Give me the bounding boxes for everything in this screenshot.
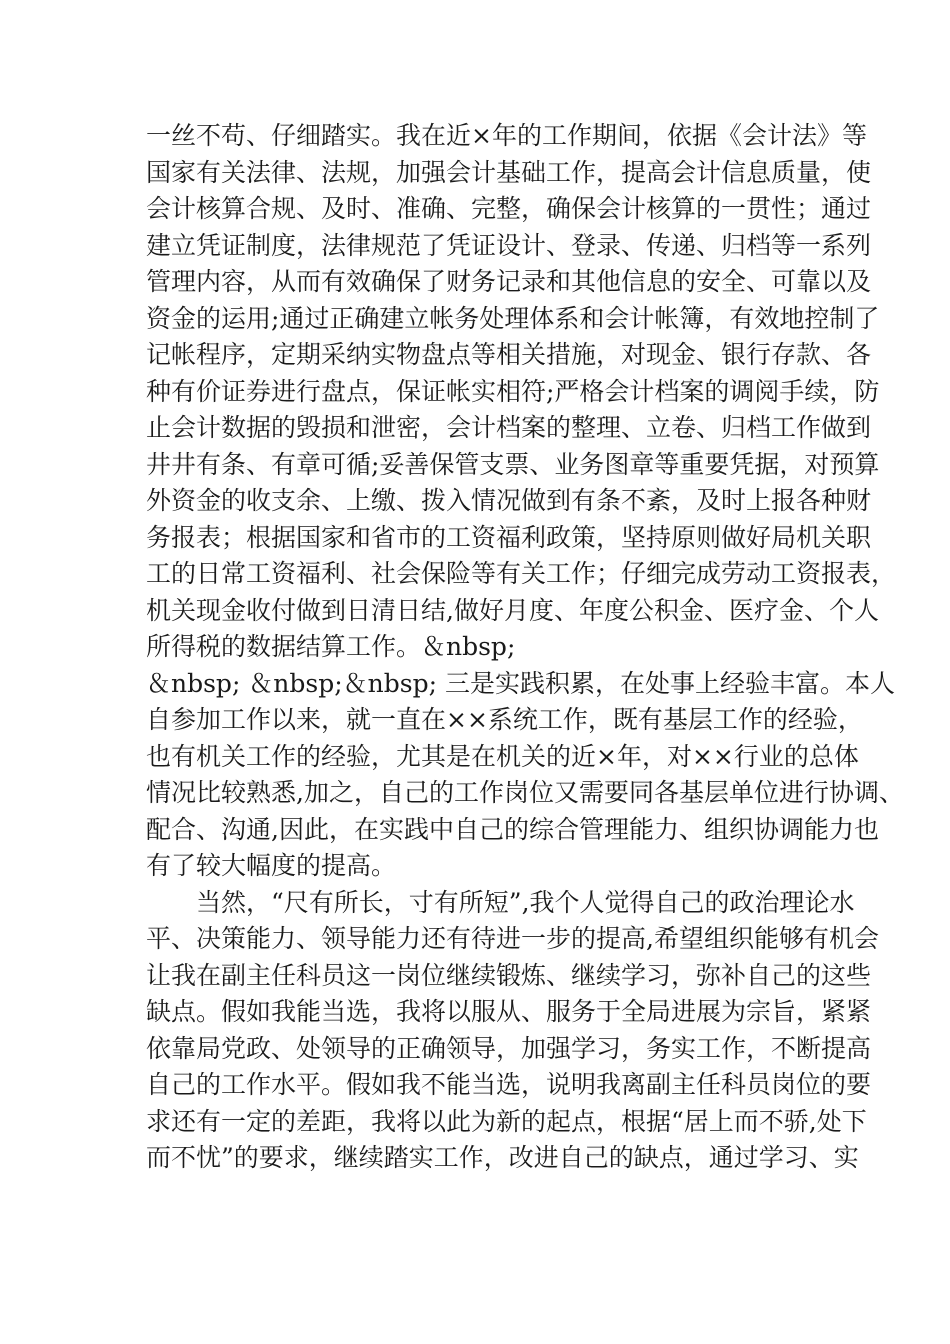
text-line: 机关现金收付做到日清日结,做好月度、年度公积金、医疗金、个人 [146, 595, 879, 625]
text-line: 会计核算合规、及时、准确、完整，确保会计核算的一贯性；通过 [146, 194, 872, 223]
text-line: 而不忧”的要求，继续踏实工作，改进自己的缺点，通过学习、实 [146, 1143, 859, 1172]
text-line: 记帐程序，定期采纳实物盘点等相关措施，对现金、银行存款、各 [146, 340, 872, 369]
text-line: 井井有条、有章可循;妥善保管支票、业务图章等重要凭据，对预算 [146, 449, 880, 479]
body-text [146, 118, 904, 1177]
text-line: 情况比较熟悉,加之，自己的工作岗位又需要同各基层单位进行协调、 [146, 778, 904, 807]
text-line: 一丝不苟、仔细踏实。我在近×年的工作期间，依据《会计法》等 [146, 121, 867, 150]
text-line: ＆nbsp; ＆nbsp;＆nbsp; 三是实践积累，在处事上经验丰富。本人 [146, 668, 895, 698]
text-line: 止会计数据的毁损和泄密，会计档案的整理、立卷、归档工作做到 [146, 413, 872, 442]
text-line: 国家有关法律、法规，加强会计基础工作，提高会计信息质量，使 [146, 157, 872, 187]
text-line: 建立凭证制度，法律规范了凭证设计、登录、传递、归档等一系列 [146, 230, 872, 260]
text-line: 种有价证券进行盘点，保证帐实相符;严格会计档案的调阅手续，防 [146, 376, 880, 406]
text-line: 自参加工作以来，就一直在××系统工作，既有基层工作的经验， [146, 705, 863, 734]
text-line: 所得税的数据结算工作。＆nbsp; [146, 632, 516, 661]
text-line: 务报表；根据国家和省市的工资福利政策，坚持原则做好局机关职 [146, 522, 872, 552]
text-line: 求还有一定的差距，我将以此为新的起点，根据“居上而不骄,处下 [146, 1106, 867, 1136]
text-line: 让我在副主任科员这一岗位继续锻炼、继续学习，弥补自己的这些 [146, 960, 872, 990]
text-line: 配合、沟通,因此，在实践中自己的综合管理能力、组织协调能力也 [146, 814, 879, 844]
text-line: 平、决策能力、领导能力还有待进一步的提高,希望组织能够有机会 [146, 924, 879, 953]
text-line: 当然，“尺有所长，寸有所短”,我个人觉得自己的政治理论水 [146, 887, 855, 917]
text-line: 自己的工作水平。假如我不能当选，说明我离副主任科员岗位的要 [146, 1070, 872, 1099]
text-line: 也有机关工作的经验，尤其是在机关的近×年，对××行业的总体 [146, 741, 859, 771]
text-line: 外资金的收支余、上缴、拨入情况做到有条不紊，及时上报各种财 [146, 486, 872, 515]
text-line: 缺点。假如我能当选，我将以服从、服务于全局进展为宗旨，紧紧 [146, 997, 872, 1026]
text-line: 管理内容，从而有效确保了财务记录和其他信息的安全、可靠以及 [146, 267, 872, 296]
text-line: 资金的运用;通过正确建立帐务处理体系和会计帐簿，有效地控制了 [146, 303, 880, 333]
text-line: 有了较大幅度的提高。 [146, 851, 397, 880]
text-line: 依靠局党政、处领导的正确领导，加强学习，务实工作，不断提高 [146, 1033, 872, 1063]
text-line: 工的日常工资福利、社会保险等有关工作；仔细完成劳动工资报表， [146, 559, 897, 588]
